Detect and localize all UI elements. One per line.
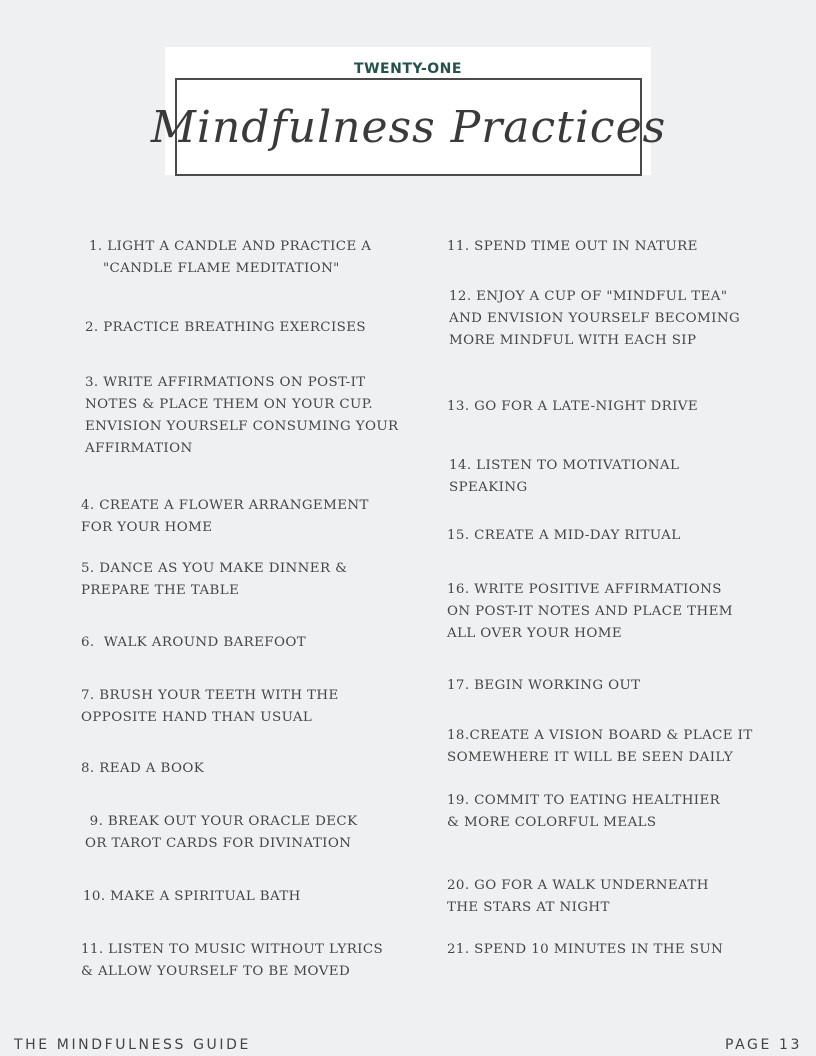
practice-item-4: 4. CREATE A FLOWER ARRANGEMENT FOR YOUR HOME [81, 498, 369, 535]
practice-item-19: 19. COMMIT TO EATING HEALTHIER & MORE COLORFUL MEALS [447, 793, 721, 830]
title-frame [150, 78, 667, 176]
page-title: Mindfulness Practices [150, 101, 667, 153]
practice-item-13: 13. GO FOR A LATE-NIGHT DRIVE [447, 399, 699, 414]
practice-item-7: 7. BRUSH YOUR TEETH WITH THE OPPOSITE HAND THAN USUAL [81, 688, 339, 725]
practice-item-3: 3. WRITE AFFIRMATIONS ON POST-IT NOTES & PLACE THEM ON YOUR CUP. ENVISION YOURSELF CONSUMING YOUR AFFIRMATION [85, 375, 399, 456]
footer-page-number: PAGE 13 [724, 1037, 802, 1053]
practice-item-20: 20. GO FOR A WALK UNDERNEATH THE STARS AT NIGHT [447, 878, 709, 915]
practice-item-9: 9. BREAK OUT YOUR ORACLE DECK OR TAROT CARDS FOR DIVINATION [85, 814, 358, 851]
header-card [150, 47, 667, 175]
practice-item-18: 18.CREATE A VISION BOARD & PLACE IT SOMEWHERE IT WILL BE SEEN DAILY [447, 728, 753, 765]
practice-item-17: 17. BEGIN WORKING OUT [447, 678, 641, 693]
practice-item-5: 5. DANCE AS YOU MAKE DINNER & PREPARE THE TABLE [81, 561, 348, 598]
practice-item-6: 6. WALK AROUND BAREFOOT [81, 635, 307, 650]
practice-item-1: 1. LIGHT A CANDLE AND PRACTICE A "CANDLE FLAME MEDITATION" [89, 239, 372, 276]
page-subtitle: TWENTY-ONE [354, 61, 462, 77]
practice-item-11-right: 11. SPEND TIME OUT IN NATURE [447, 239, 698, 254]
footer-guide-title: THE MINDFULNESS GUIDE [14, 1037, 251, 1053]
practice-item-16: 16. WRITE POSITIVE AFFIRMATIONS ON POST-IT NOTES AND PLACE THEM ALL OVER YOUR HOME [447, 582, 733, 641]
practice-item-14: 14. LISTEN TO MOTIVATIONAL SPEAKING [449, 458, 680, 495]
practice-item-15: 15. CREATE A MID-DAY RITUAL [447, 528, 681, 543]
practice-item-11-left: 11. LISTEN TO MUSIC WITHOUT LYRICS & ALLOW YOURSELF TO BE MOVED [81, 942, 384, 979]
practice-item-12: 12. ENJOY A CUP OF "MINDFUL TEA" AND ENVISION YOURSELF BECOMING MORE MINDFUL WITH EACH SIP [449, 289, 741, 348]
practice-item-10: 10. MAKE A SPIRITUAL BATH [83, 889, 301, 904]
practice-item-2: 2. PRACTICE BREATHING EXERCISES [85, 320, 366, 335]
practice-item-8: 8. READ A BOOK [81, 761, 205, 776]
practice-item-21: 21. SPEND 10 MINUTES IN THE SUN [447, 942, 724, 957]
